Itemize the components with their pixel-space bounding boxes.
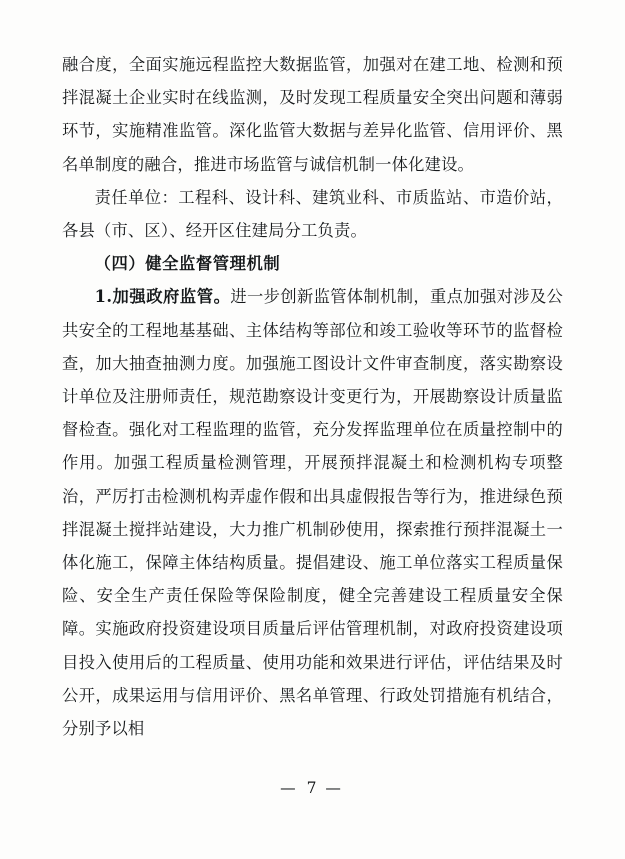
section-heading: （四）健全监督管理机制 — [94, 254, 281, 274]
paragraph-block — [62, 181, 563, 247]
paragraph-responsible-units: 责任单位：工程科、设计科、建筑业科、市质监站、市造价站，各县（市、区）、经开区住建局分工负责。 — [62, 187, 563, 241]
paragraph-block — [62, 48, 563, 181]
footer-left-dash: — — [280, 779, 300, 797]
paragraph-continued: 融合度，全面实施远程监控大数据监管，加强对在建工地、检测和预拌混凝土企业实时在线监测，及时发现工程质量安全突出问题和薄弱环节，实施精准监管。深化监管大数据与差异化监管、信用评价、黑名单制度的融合，推进市场监管与诚信机制一体化建设。 — [62, 55, 563, 174]
paragraph-item-1 — [62, 280, 563, 745]
item-body-text: 进一步创新监管体制机制，重点加强对涉及公共安全的工程地基基础、主体结构等部位和竣工验收等环节的监督检查，加大抽查抽测力度。加强施工图设计文件审查制度，落实勘察设计单位及注册师责任，规范勘察设计变更行为，开展勘察设计质量监督检查。强化对工程监理的监管，充分发挥监理单位在质量控制中的作用。加强工程质量检测管理，开展预拌混凝土和检测机构专项整治，严厉打击检测机构弄虚作假和出具虚假报告等行为，推进绿色预拌混凝土搅拌站建设，大力推广机制砂使用，探索推行预拌混凝土一体化施工，保障主体结构质量。提倡建设、施工单位落实工程质量保险、安全生产责任保险等保险制度，健全完善建设工程质量安全保障。实施政府投资建设项目质量后评估管理机制，对政府投资建设项目投入使用后的工程质量、使用功能和效果进行评估，评估结果及时公开，成果运用与信用评价、黑名单管理、行政处罚措施有机结合，分别予以相 — [62, 287, 563, 739]
page-number: 7 — [306, 779, 319, 797]
item-lead-label: 1.加强政府监管。 — [94, 287, 231, 307]
paragraph-block — [62, 280, 563, 745]
paragraph-block — [62, 247, 563, 280]
footer-right-dash: — — [325, 779, 345, 797]
page-footer — [0, 779, 625, 797]
